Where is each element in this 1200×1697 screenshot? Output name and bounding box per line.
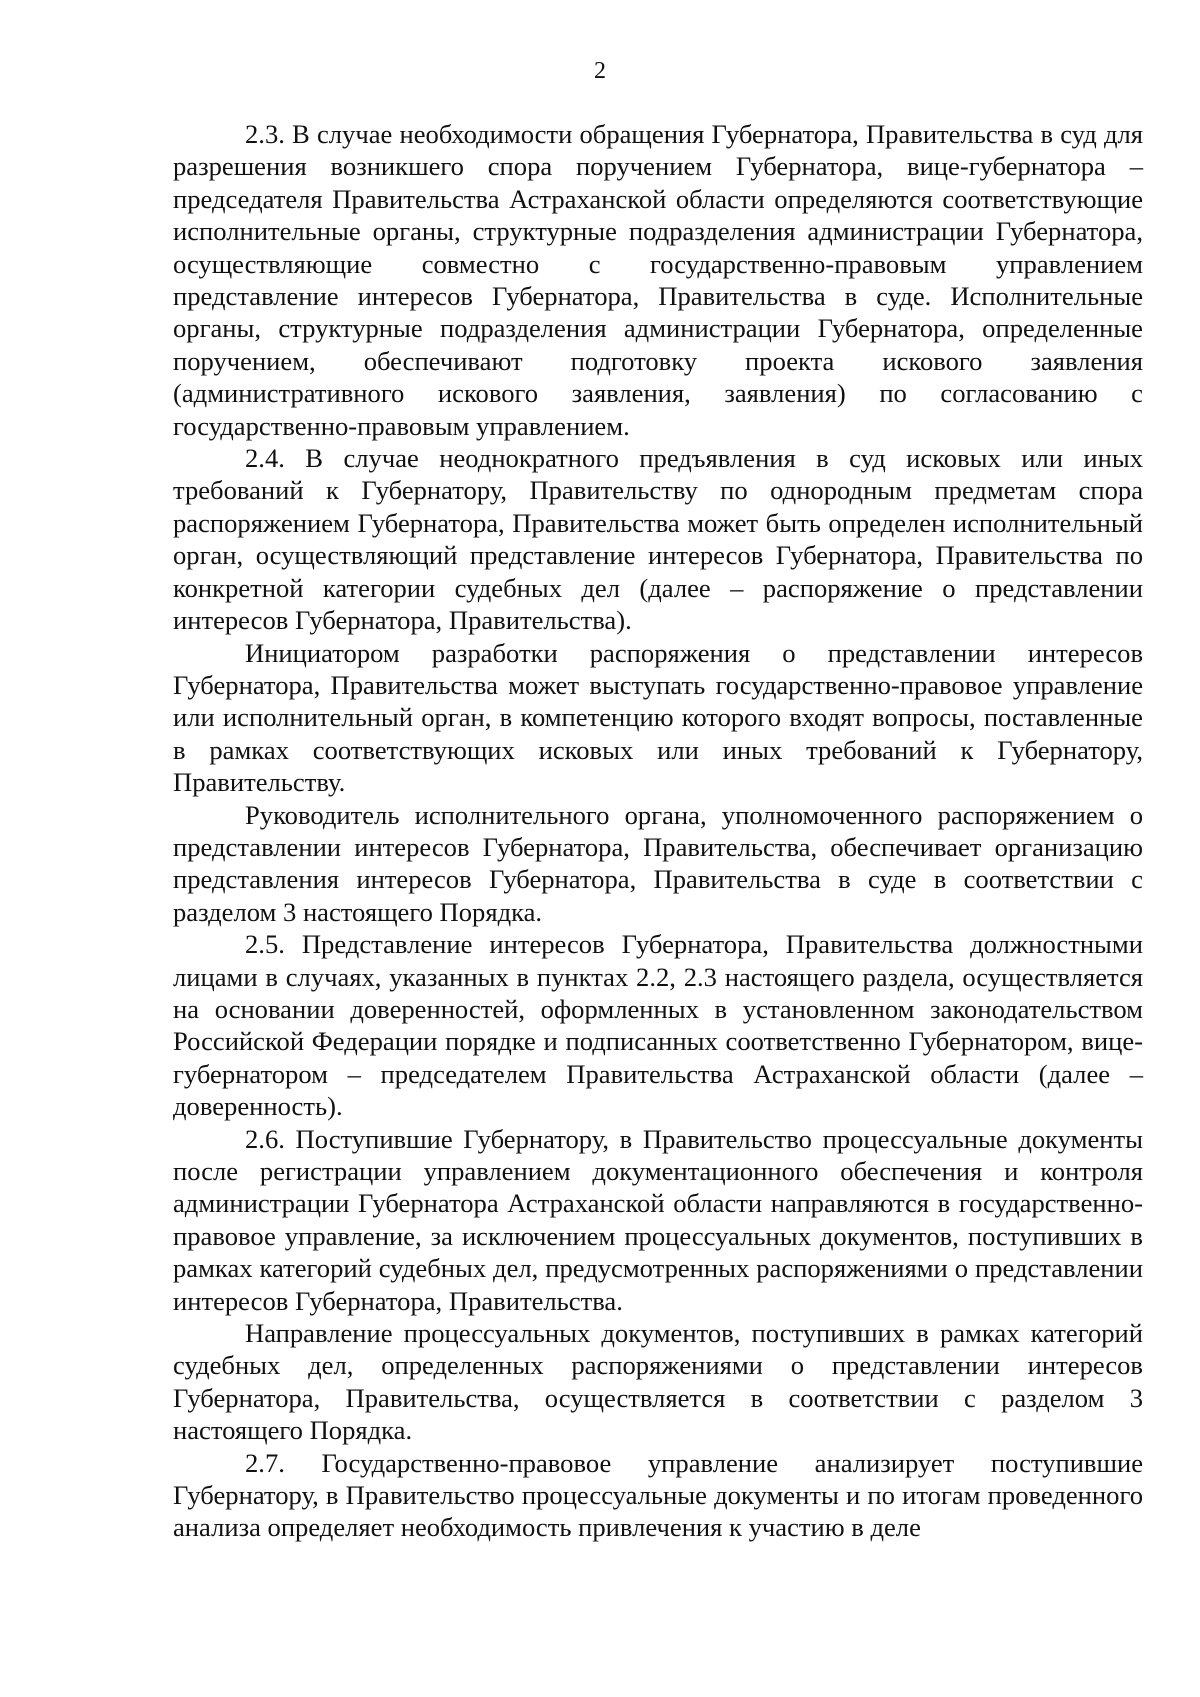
paragraph-head-of-body: Руководитель исполнительного органа, уполномоченного распоряжением о представлении интересов Губернатора, Правительства, обеспечивает организацию представления интересов Губернатора, Правительства в суде в соответствии с разделом 3 настоящего Порядка. [173,799,1143,927]
document-body [173,118,1143,1544]
paragraph-2-7: 2.7. Государственно-правовое управление анализирует поступившие Губернатору, в Правительство процессуальные документы и по итогам проведенного анализа определяет необходимость привлечения к участию в деле [173,1447,1143,1543]
page-number: 2 [594,58,606,84]
paragraph-2-3: 2.3. В случае необходимости обращения Губернатора, Правительства в суд для разрешения возникшего спора поручением Губернатора, вице-губернатора – председателя Правительства Астраханской области определяются соответствующие исполнительные органы, структурные подразделения администрации Губернатора, осуществляющие совместно с государственно-правовым управлением представление интересов Губернатора, Правительства в суде. Исполнительные органы, структурные подразделения администрации Губернатора, определенные поручением, обеспечивают подготовку проекта искового заявления (административного искового заявления, заявления) по согласованию с государственно-правовым управлением. [173,119,1143,441]
paragraph-2-4: 2.4. В случае неоднократного предъявления в суд исковых или иных требований к Губернатору, Правительству по однородным предметам спора распоряжением Губернатора, Правительства может быть определен исполнительный орган, осуществляющий представление интересов Губернатора, Правительства по конкретной категории судебных дел (далее – распоряжение о представлении интересов Губернатора, Правительства). [173,443,1143,636]
paragraph-2-5: 2.5. Представление интересов Губернатора, Правительства должностными лицами в случаях, указанных в пунктах 2.2, 2.3 настоящего раздела, осуществляется на основании доверенностей, оформленных в установленном законодательством Российской Федерации порядке и подписанных соответственно Губернатором, вице-губернатором – председателем Правительства Астраханской области (далее – доверенность). [173,929,1143,1122]
paragraph-initiator: Инициатором разработки распоряжения о представлении интересов Губернатора, Правительства может выступать государственно-правовое управление или исполнительный орган, в компетенцию которого входят вопросы, поставленные в рамках соответствующих исковых или иных требований к Губернатору, Правительству. [173,637,1143,798]
paragraph-2-6: 2.6. Поступившие Губернатору, в Правительство процессуальные документы после регистрации управлением документационного обеспечения и контроля администрации Губернатора Астраханской области направляются в государственно-правовое управление, за исключением процессуальных документов, поступивших в рамках категорий судебных дел, предусмотренных распоряжениями о представлении интересов Губернатора, Правительства. [173,1123,1143,1316]
paragraph-routing: Направление процессуальных документов, поступивших в рамках категорий судебных дел, определенных распоряжениями о представлении интересов Губернатора, Правительства, осуществляется в соответствии с разделом 3 настоящего Порядка. [173,1318,1143,1446]
